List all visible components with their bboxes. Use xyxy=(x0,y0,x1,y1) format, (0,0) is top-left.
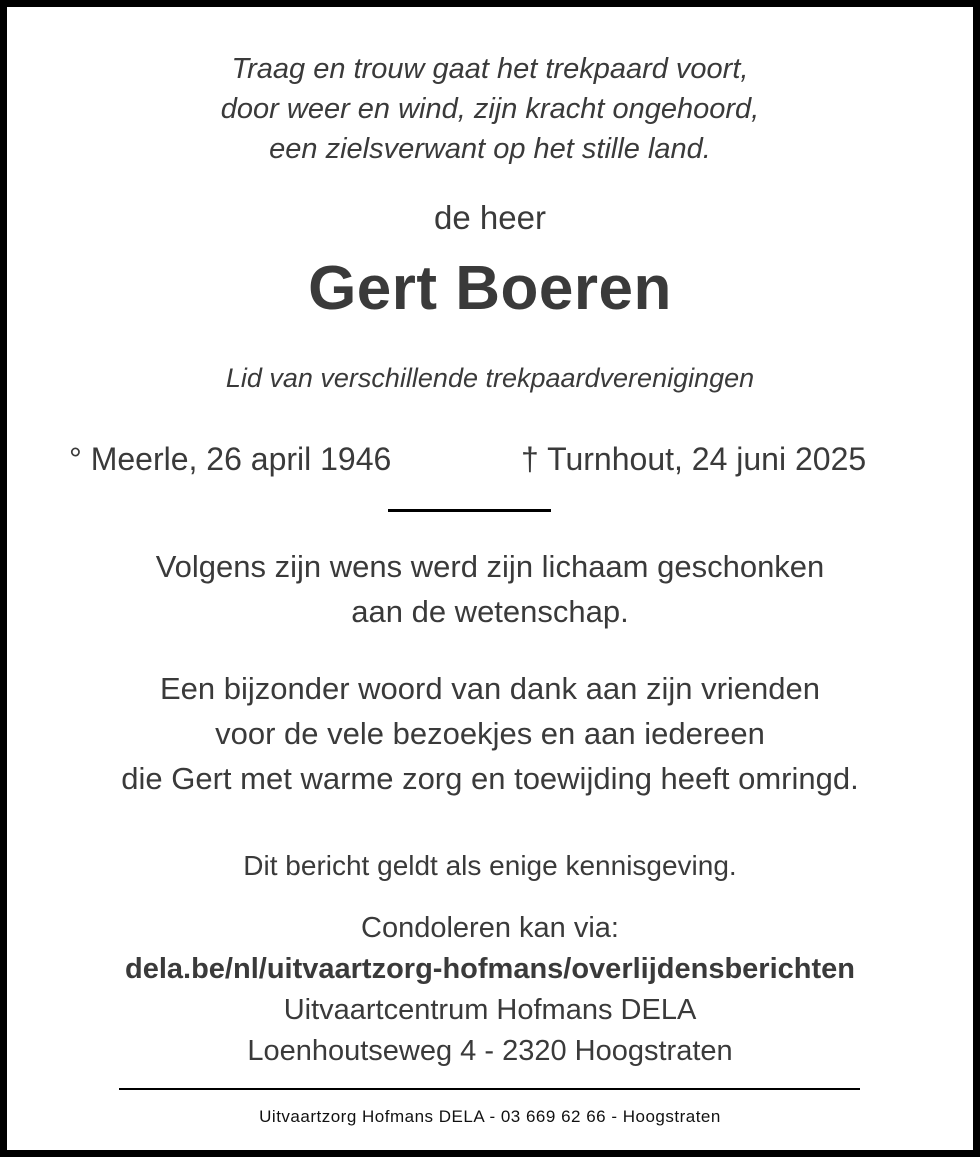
footer-text: Uitvaartzorg Hofmans DELA - 03 669 62 66 - Hoogstraten xyxy=(259,1107,721,1126)
deceased-name: Gert Boeren xyxy=(308,254,672,323)
honorific-title: de heer xyxy=(434,199,546,236)
body-text-2c: die Gert met warme zorg en toewijding heeft omringd. xyxy=(121,761,859,796)
body-text-1b: aan de wetenschap. xyxy=(351,594,629,629)
notice-text: Dit bericht geldt als enige kennisgeving. xyxy=(243,850,737,881)
poem-line-1: Traag en trouw gaat het trekpaard voort, xyxy=(231,53,749,85)
footer-divider xyxy=(119,1088,860,1090)
body-text-1a: Volgens zijn wens werd zijn lichaam geschonken xyxy=(155,549,825,584)
condolence-label: Condoleren kan via: xyxy=(361,912,619,944)
separator-line xyxy=(388,509,551,512)
body-text-2b: voor de vele bezoekjes en aan iedereen xyxy=(215,716,765,751)
death-date: † Turnhout, 24 juni 2025 xyxy=(521,441,867,477)
poem-line-2: door weer en wind, zijn kracht ongehoord, xyxy=(220,93,760,125)
condolence-url[interactable]: dela.be/nl/uitvaartzorg-hofmans/overlijdensberichten xyxy=(125,953,855,985)
body-text-2a: Een bijzonder woord van dank aan zijn vrienden xyxy=(159,671,821,706)
funeral-center-address: Loenhoutseweg 4 - 2320 Hoogstraten xyxy=(247,1035,733,1067)
birth-date: ° Meerle, 26 april 1946 xyxy=(69,441,392,477)
deceased-subtitle: Lid van verschillende trekpaardverenigingen xyxy=(225,363,755,393)
funeral-center-name: Uitvaartcentrum Hofmans DELA xyxy=(283,994,697,1026)
poem-line-3: een zielsverwant op het stille land. xyxy=(269,133,711,165)
